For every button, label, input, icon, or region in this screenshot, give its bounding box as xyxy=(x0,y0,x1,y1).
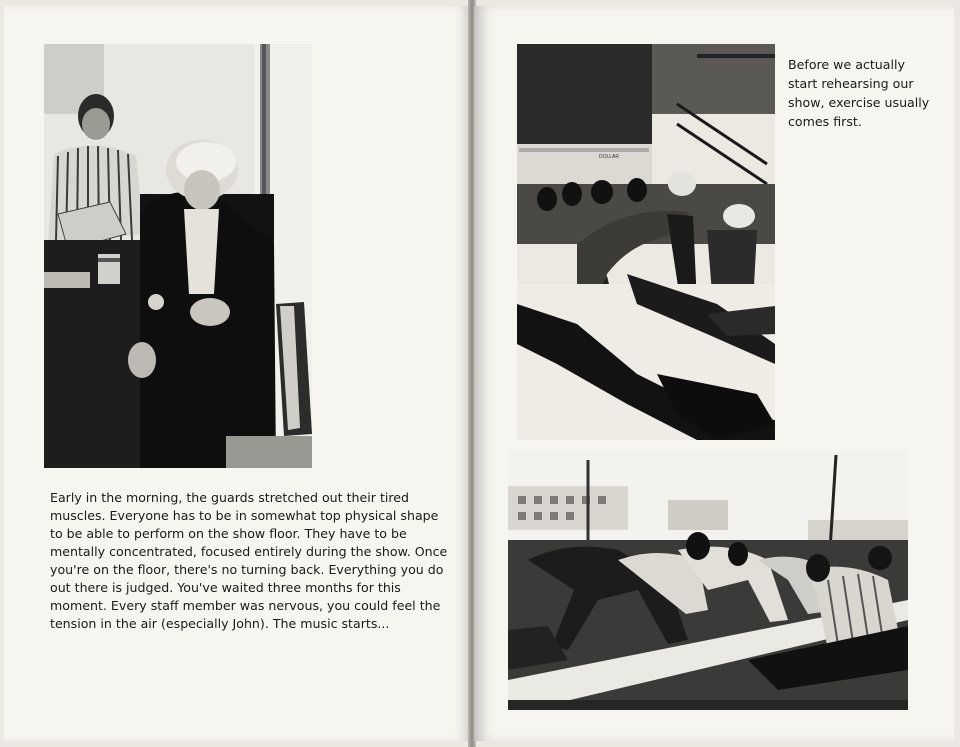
van-text: DOLLAR xyxy=(599,154,620,160)
left-photo xyxy=(44,44,312,468)
photo-caption: Before we actually start rehearsing our show, exercise usually comes first. xyxy=(788,57,930,129)
body-text: Early in the morning, the guards stretched out their tired muscles. Everyone has to be in somewhat top physical shape to be able to perform on the show floor. They have to be mentally concentrated, focused entirely during the show. Once you're on the floor, there's no turning back. Everything you do out there is judged. You've waited three months for this moment. Every staff member was nervous, you could feel the tension in the air (especially John). The music starts... xyxy=(50,490,448,631)
bottom-right-photo xyxy=(508,450,908,710)
right-page xyxy=(474,6,954,741)
top-right-photo xyxy=(517,44,775,440)
left-page xyxy=(4,6,470,741)
